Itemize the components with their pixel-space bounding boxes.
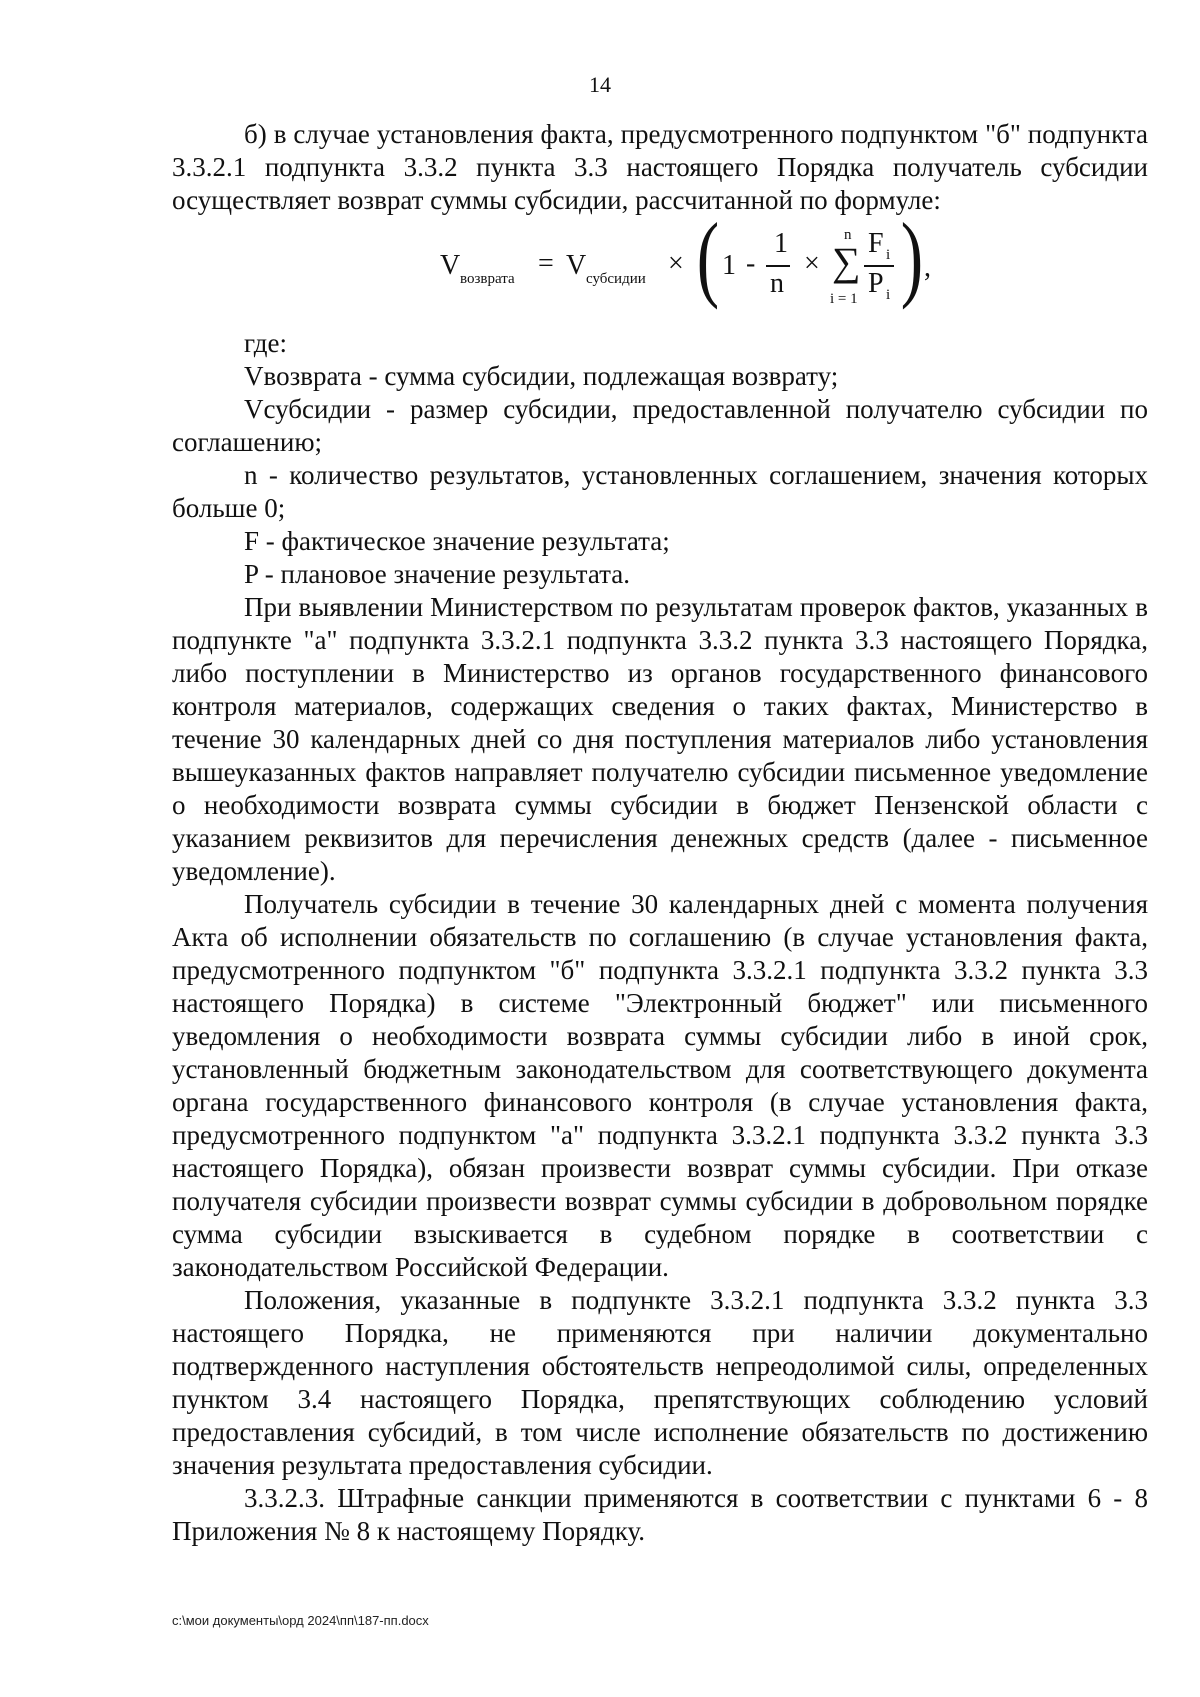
- definition-f: F - фактическое значение результата;: [244, 526, 670, 556]
- formula-v-refund-sub: возврата: [460, 271, 515, 287]
- formula-f-sub: i: [886, 247, 891, 263]
- formula-times-1: ×: [668, 248, 684, 279]
- formula-f: F: [868, 228, 884, 259]
- formula-frac-numerator: 1: [774, 228, 788, 259]
- formula-v-subsidy-sub: субсидии: [586, 271, 646, 287]
- formula-comma: ,: [924, 252, 931, 283]
- formula-sum-lower: i = 1: [830, 291, 858, 307]
- definition-n: n - количество результатов, установленных соглашением, значения которых больше 0;: [172, 460, 1148, 523]
- formula-left-paren: (: [696, 203, 720, 310]
- paragraph-case-b: б) в случае установления факта, предусмотренного подпунктом "б" подпункта 3.3.2.1 подпункта 3.3.2 пункта 3.3 настоящего Порядка получатель субсидии осуществляет возврат суммы субсидии, рассчитанной по формуле:: [172, 119, 1148, 215]
- formula-p: P: [868, 268, 884, 299]
- definition-p: P - плановое значение результата.: [244, 559, 630, 589]
- paragraph-force-majeure: Положения, указанные в подпункте 3.3.2.1 подпункта 3.3.2 пункта 3.3 настоящего Порядка, не применяются при наличии документально подтвержденного наступления обстоятельств непреодолимой силы, определенных пунктом 3.4 настоящего Порядка, препятствующих соблюдению условий предоставления субсидий, в том числе исполнение обязательств по достижению значения результата предоставления субсидии.: [172, 1285, 1148, 1480]
- formula-frac-denominator: n: [770, 268, 784, 299]
- formula-one: 1: [722, 250, 736, 281]
- definition-v-refund: Vвозврата - сумма субсидии, подлежащая возврату;: [244, 361, 839, 391]
- paragraph-recipient-refund: Получатель субсидии в течение 30 календарных дней с момента получения Акта об исполнении обязательств по соглашению (в случае установления факта, предусмотренного подпунктом "б" подпункта 3.3.2.1 подпункта 3.3.2 пункта 3.3 настоящего Порядка) в системе "Электронный бюджет" или письменного уведомления о необходимости возврата суммы субсидии либо в иной срок, установленный бюджетным законодательством для соответствующего документа органа государственного финансового контроля (в случае установления факта, предусмотренного подпунктом "а" подпункта 3.3.2.1 подпункта 3.3.2 пункта 3.3 настоящего Порядка), обязан произвести возврат суммы субсидии. При отказе получателя субсидии произвести возврат суммы субсидии в добровольном порядке сумма субсидии взыскивается в судебном порядке в соответствии с законодательством Российской Федерации.: [172, 889, 1148, 1282]
- where-label: где:: [244, 328, 287, 358]
- formula-v-subsidy: V: [566, 250, 587, 281]
- document-body: [172, 118, 1148, 1548]
- formula-equals: =: [538, 248, 554, 279]
- formula-right-paren: ): [900, 203, 924, 310]
- formula-minus: -: [746, 248, 756, 279]
- paragraph-ministry-notice: При выявлении Министерством по результатам проверок фактов, указанных в подпункте "а" подпункта 3.3.2.1 подпункта 3.3.2 пункта 3.3 настоящего Порядка, либо поступлении в Министерство из органов государственного финансового контроля материалов, содержащих сведения о таких фактах, Министерство в течение 30 календарных дней со дня поступления материалов либо установления вышеуказанных фактов направляет получателю субсидии письменное уведомление о необходимости возврата суммы субсидии в бюджет Пензенской области с указанием реквизитов для перечисления денежных средств (далее - письменное уведомление).: [172, 592, 1148, 886]
- formula-sum-upper: n: [844, 227, 852, 243]
- formula-p-sub: i: [886, 287, 891, 303]
- formula-fraction-bar: [766, 265, 790, 267]
- formula-times-2: ×: [804, 248, 820, 279]
- refund-formula: [172, 203, 1148, 319]
- formula-expression: [440, 203, 1000, 319]
- footer-file-path: c:\мои документы\орд 2024\пп\187-пп.docx: [172, 1613, 429, 1628]
- definition-v-subsidy: Vсубсидии - размер субсидии, предоставленной получателю субсидии по соглашению;: [172, 394, 1148, 457]
- formula-ratio-bar: [864, 265, 894, 267]
- page-number: 14: [589, 72, 611, 97]
- formula-v-refund: V: [440, 250, 461, 281]
- formula-sum-sign: ∑: [832, 239, 861, 284]
- paragraph-penalties: 3.3.2.3. Штрафные санкции применяются в соответствии с пунктами 6 - 8 Приложения № 8 к настоящему Порядку.: [172, 1483, 1148, 1546]
